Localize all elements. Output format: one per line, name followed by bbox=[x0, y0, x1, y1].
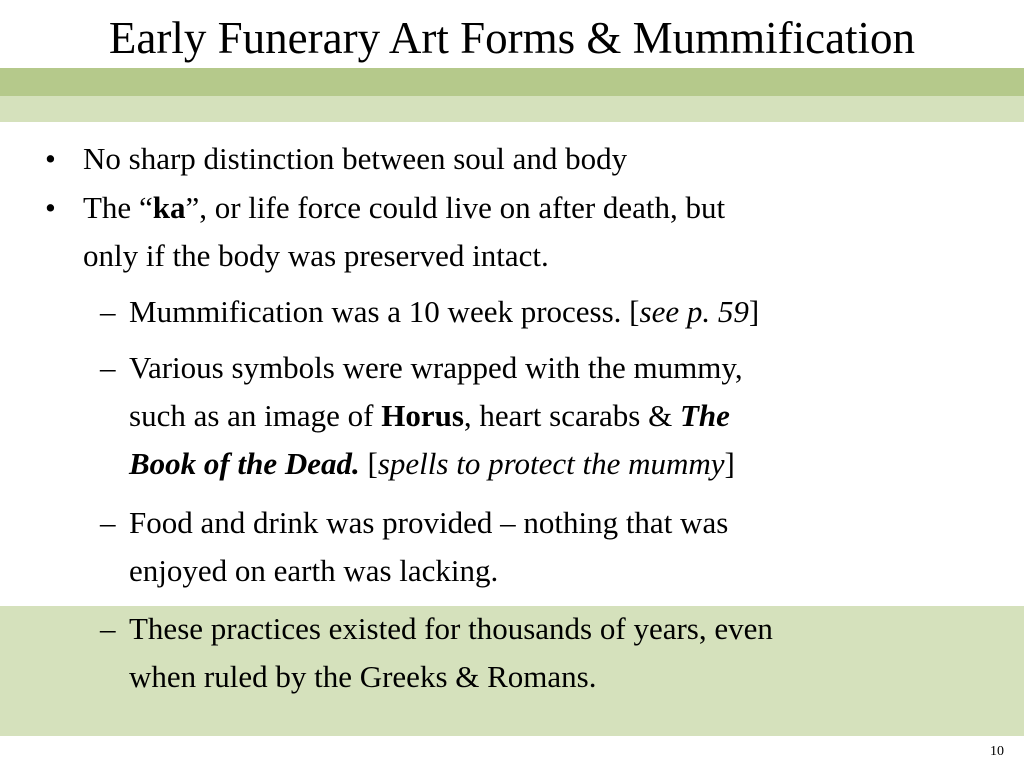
text-run: ] bbox=[748, 294, 760, 329]
bullet-text-continued: only if the body was preserved intact. bbox=[83, 238, 549, 273]
text-run: such as an image of bbox=[129, 398, 382, 433]
subbullet-text-continued bbox=[129, 444, 735, 484]
slide-title: Early Funerary Art Forms & Mummification bbox=[108, 13, 916, 63]
page-reference: see p. 59 bbox=[639, 294, 749, 329]
text-run: ] bbox=[724, 446, 735, 481]
term-horus: Horus bbox=[381, 398, 464, 433]
subbullet-text bbox=[129, 292, 759, 332]
subbullet-marker: – bbox=[100, 350, 116, 385]
book-title: The bbox=[679, 398, 730, 433]
text-run: The “ bbox=[83, 190, 153, 225]
subbullet-text-continued: enjoyed on earth was lacking. bbox=[129, 553, 499, 588]
text-run: Mummification was a 10 week process. [ bbox=[129, 294, 640, 329]
subbullet-text-continued bbox=[129, 396, 730, 436]
bullet-marker: • bbox=[45, 141, 56, 176]
bullet-text: No sharp distinction between soul and body bbox=[83, 141, 628, 176]
text-run: ”, or life force could live on after death, but bbox=[185, 190, 726, 225]
subbullet-marker: – bbox=[100, 294, 116, 329]
subbullet-text: Food and drink was provided – nothing that was bbox=[129, 505, 729, 540]
text-run: [ bbox=[359, 446, 378, 481]
bullet-text bbox=[83, 188, 725, 228]
note-italic: spells to protect the mummy bbox=[377, 446, 725, 481]
term-ka: ka bbox=[152, 190, 186, 225]
subbullet-marker: – bbox=[100, 611, 116, 646]
subbullet-marker: – bbox=[100, 505, 116, 540]
subbullet-text: Various symbols were wrapped with the mummy, bbox=[129, 350, 743, 385]
text-run: , heart scarabs & bbox=[463, 398, 680, 433]
slide-number: 10 bbox=[990, 744, 1004, 759]
subbullet-text: These practices existed for thousands of years, even bbox=[129, 611, 773, 646]
subbullet-text-continued: when ruled by the Greeks & Romans. bbox=[129, 659, 597, 694]
bullet-marker: • bbox=[45, 190, 56, 225]
book-title: Book of the Dead. bbox=[129, 446, 360, 481]
